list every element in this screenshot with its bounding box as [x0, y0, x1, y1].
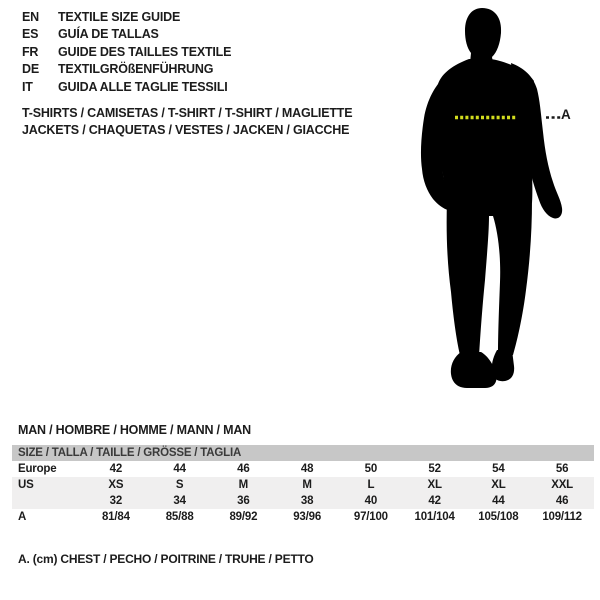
size-value: XXL: [551, 479, 573, 491]
language-row-es: [22, 26, 231, 43]
size-value: 85/88: [165, 511, 194, 523]
size-value: 48: [300, 463, 314, 475]
man-silhouette-body: [421, 8, 562, 388]
size-value: M: [238, 479, 249, 491]
row-label: A: [18, 511, 27, 523]
size-value: 105/108: [478, 511, 519, 523]
size-value: 46: [555, 495, 569, 507]
size-value: 44: [492, 495, 505, 507]
category-line-jackets: JACKETS / CHAQUETAS / VESTES / JACKEN / GIACCHE: [22, 123, 350, 137]
size-value: 50: [364, 463, 378, 475]
silhouette-right-leg: [489, 200, 532, 355]
man-silhouette: [405, 0, 600, 410]
silhouette-head: [465, 8, 501, 63]
language-row-fr: [22, 44, 231, 61]
silhouette-left-foot: [451, 352, 497, 388]
row-label: US: [18, 479, 34, 491]
language-code: ES: [22, 27, 39, 42]
size-value: XL: [491, 479, 506, 491]
size-value: 81/84: [101, 511, 130, 523]
language-code: IT: [22, 79, 33, 94]
row-label: Europe: [18, 463, 57, 475]
size-value: 97/100: [353, 511, 388, 523]
language-row-en: [22, 9, 231, 26]
size-value: 32: [109, 495, 123, 507]
size-value: 40: [364, 495, 378, 507]
size-value: S: [175, 479, 184, 491]
size-table: [12, 445, 594, 525]
category-line-tshirts: T-SHIRTS / CAMISETAS / T-SHIRT / T-SHIRT / MAGLIETTE: [22, 106, 353, 120]
size-value: 109/112: [542, 511, 582, 523]
size-value: 42: [109, 463, 123, 475]
measure-label-a: A: [561, 107, 571, 122]
language-row-de: [22, 61, 231, 78]
section-title-man: MAN / HOMBRE / HOMME / MANN / MAN: [18, 423, 251, 437]
language-label: GUIDA ALLE TAGLIE TESSILI: [58, 79, 228, 94]
size-value: 42: [428, 495, 441, 507]
size-table-rows: [12, 461, 594, 525]
size-value: 101/104: [414, 511, 455, 523]
language-code: DE: [22, 62, 39, 77]
size-value: 34: [173, 495, 186, 507]
size-value: 36: [237, 495, 250, 507]
size-table-row-europe: [12, 461, 594, 477]
size-table-row-us-numeric: [12, 493, 594, 509]
language-code: FR: [22, 44, 39, 59]
size-value: 56: [555, 463, 569, 475]
size-value: XS: [108, 479, 124, 491]
size-value: 46: [237, 463, 250, 475]
language-row-it: [22, 79, 231, 96]
language-guide: [22, 9, 231, 96]
size-value: 52: [428, 463, 441, 475]
silhouette-right-foot: [492, 350, 514, 381]
size-value: XL: [427, 479, 442, 491]
language-label: TEXTILGRÖßENFÜHRUNG: [58, 62, 214, 77]
size-value: 44: [173, 463, 186, 475]
language-label: GUÍA DE TALLAS: [58, 27, 159, 42]
language-label: TEXTILE SIZE GUIDE: [58, 10, 181, 24]
category-lines: [22, 105, 352, 139]
size-value: M: [302, 479, 312, 491]
size-table-row-us: [12, 477, 594, 493]
size-value: 89/92: [229, 511, 258, 523]
language-code: EN: [22, 10, 39, 24]
size-table-header: SIZE / TALLA / TAILLE / GRÖSSE / TAGLIA: [12, 445, 594, 461]
language-label: GUIDE DES TAILLES TEXTILE: [58, 44, 232, 59]
size-table-row-a: [12, 509, 594, 525]
size-value: 38: [300, 495, 314, 507]
silhouette-left-leg: [447, 200, 489, 357]
size-value: 54: [492, 463, 505, 475]
size-value: L: [367, 479, 375, 491]
size-value: 93/96: [293, 511, 322, 523]
measurement-footnote: A. (cm) CHEST / PECHO / POITRINE / TRUHE / PETTO: [18, 552, 314, 566]
